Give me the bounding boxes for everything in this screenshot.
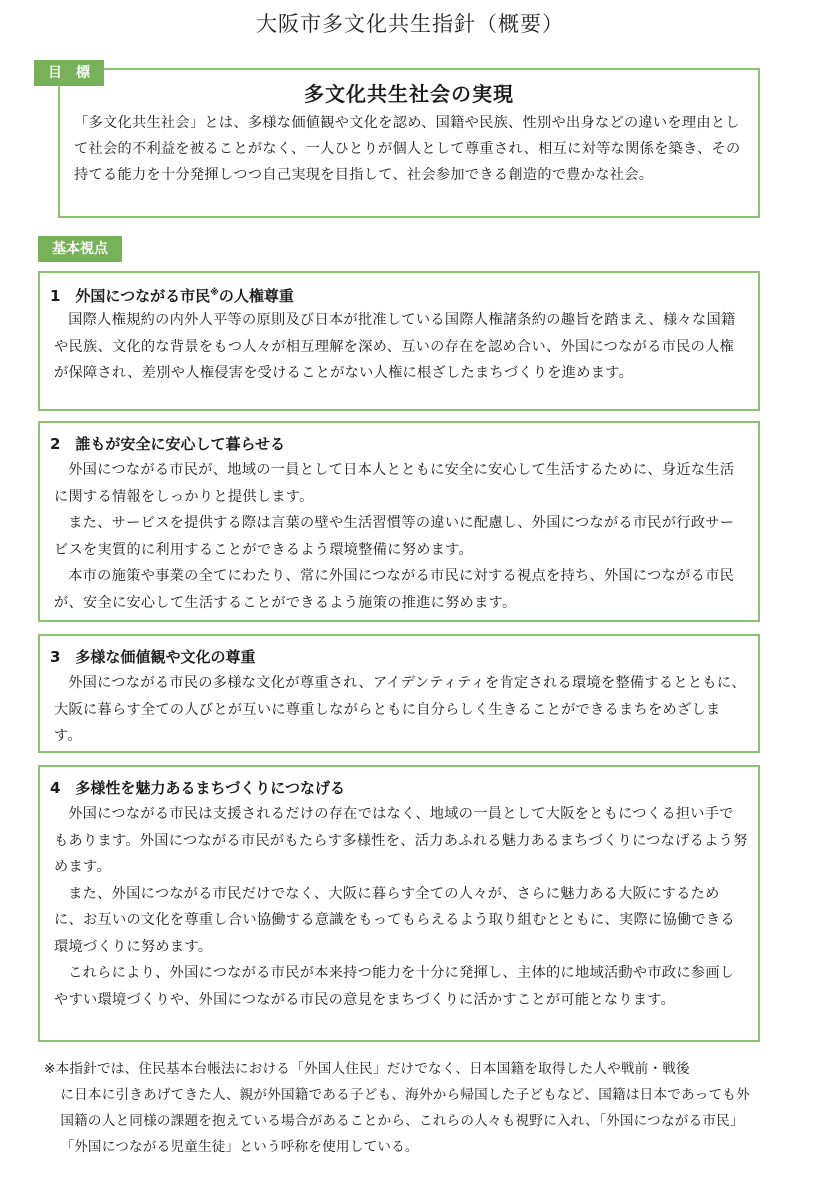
goal-text: 「多文化共生社会」とは、多様な価値観や文化を認め、国籍や民族、性別や出身などの違いを理由として社会的不利益を被ることがなく、一人ひとりが個人として尊重され、相互に対等な関係を築き、その持てる能力を十分発揮しつつ自己実現を目指して、社会参加できる創造的で豊かな社会。 bbox=[74, 115, 741, 183]
section-4-heading: 4 多様性を魅力あるまちづくりにつなげる bbox=[50, 779, 345, 797]
paragraph: 外国につながる市民の多様な文化が尊重され、アイデンティティを肯定される環境を整備するとともに、大阪に暮らす全ての人びとが互いに尊重しながらともに自分らしく生きることができるまちをめざします。 bbox=[54, 675, 746, 744]
paragraph: また、外国につながる市民だけでなく、大阪に暮らす全ての人々が、さらに魅力ある大阪にするために、お互いの文化を尊重し合い協働する意識をもってもらえるよう取り組むとともに、実際に協働できる環境づくりに努めます。 bbox=[54, 885, 735, 955]
footnote-marker: ※ bbox=[210, 288, 219, 298]
page-title: 大阪市多文化共生指針（概要） bbox=[256, 12, 564, 36]
goal-title: 多文化共生社会の実現 bbox=[304, 82, 514, 106]
paragraph: 外国につながる市民は支援されるだけの存在ではなく、地域の一員として大阪をともにつくる担い手でもあります。外国につながる市民がもたらす多様性を、活力あふれる魅力あるまちづくりにつなげるよう努めます。 bbox=[54, 806, 748, 875]
footnote-rest: に日本に引きあげてきた人、親が外国籍である子ども、海外から帰国した子どもなど、国籍は日本であっても外国籍の人と同様の課題を抱えている場合があることから、これらの人々も視野に入れ、「外国につながる市民」「外国につながる児童生徒」という呼称を使用している。 bbox=[60, 1087, 750, 1155]
footnote bbox=[44, 1056, 760, 1160]
section-1-heading-pre: 1 外国につながる市民 bbox=[50, 287, 211, 305]
paragraph: 外国につながる市民が、地域の一員として日本人とともに安全に安心して生活するために、身近な生活に関する情報をしっかりと提供します。 bbox=[54, 462, 735, 505]
section-1-body bbox=[54, 307, 748, 387]
paragraph: これらにより、外国につながる市民が本来持つ能力を十分に発揮し、主体的に地域活動や市政に参画しやすい環境づくりや、外国につながる市民の意見をまちづくりに活かすことが可能となります。 bbox=[54, 965, 735, 1008]
viewpoint-section-2 bbox=[38, 421, 760, 622]
paragraph: 本市の施策や事業の全てにわたり、常に外国につながる市民に対する視点を持ち、外国につながる市民が、安全に安心して生活することができるよう施策の推進に努めます。 bbox=[54, 568, 735, 611]
section-4-body bbox=[54, 801, 748, 1013]
viewpoint-section-4 bbox=[38, 765, 760, 1042]
section-3-heading: 3 多様な価値観や文化の尊重 bbox=[50, 648, 256, 666]
goal-box bbox=[58, 68, 760, 218]
footnote-first-line: ※本指針では、住民基本台帳法における「外国人住民」だけでなく、日本国籍を取得した人や戦前・戦後 bbox=[44, 1061, 690, 1077]
section-1-heading-post: の人権尊重 bbox=[218, 287, 294, 305]
viewpoints-tag: 基本視点 bbox=[38, 236, 122, 262]
section-2-body bbox=[54, 457, 748, 616]
paragraph: 国際人権規約の内外人平等の原則及び日本が批准している国際人権諸条約の趣旨を踏まえ、様々な国籍や民族、文化的な背景をもつ人々が相互理解を深め、互いの存在を認め合い、外国につながる市民の人権が保障され、差別や人権侵害を受けることがない人権に根ざしたまちづくりを進めます。 bbox=[54, 312, 736, 381]
viewpoint-section-1 bbox=[38, 271, 760, 411]
section-3-body bbox=[54, 670, 748, 750]
viewpoint-section-3 bbox=[38, 634, 760, 753]
section-2-heading: 2 誰もが安全に安心して暮らせる bbox=[50, 435, 285, 453]
goal-tag: 目 標 bbox=[34, 60, 104, 86]
paragraph: また、サービスを提供する際は言葉の壁や生活習慣等の違いに配慮し、外国につながる市民が行政サービスを実質的に利用することができるよう環境整備に努めます。 bbox=[54, 515, 735, 558]
section-1-heading bbox=[50, 285, 294, 306]
